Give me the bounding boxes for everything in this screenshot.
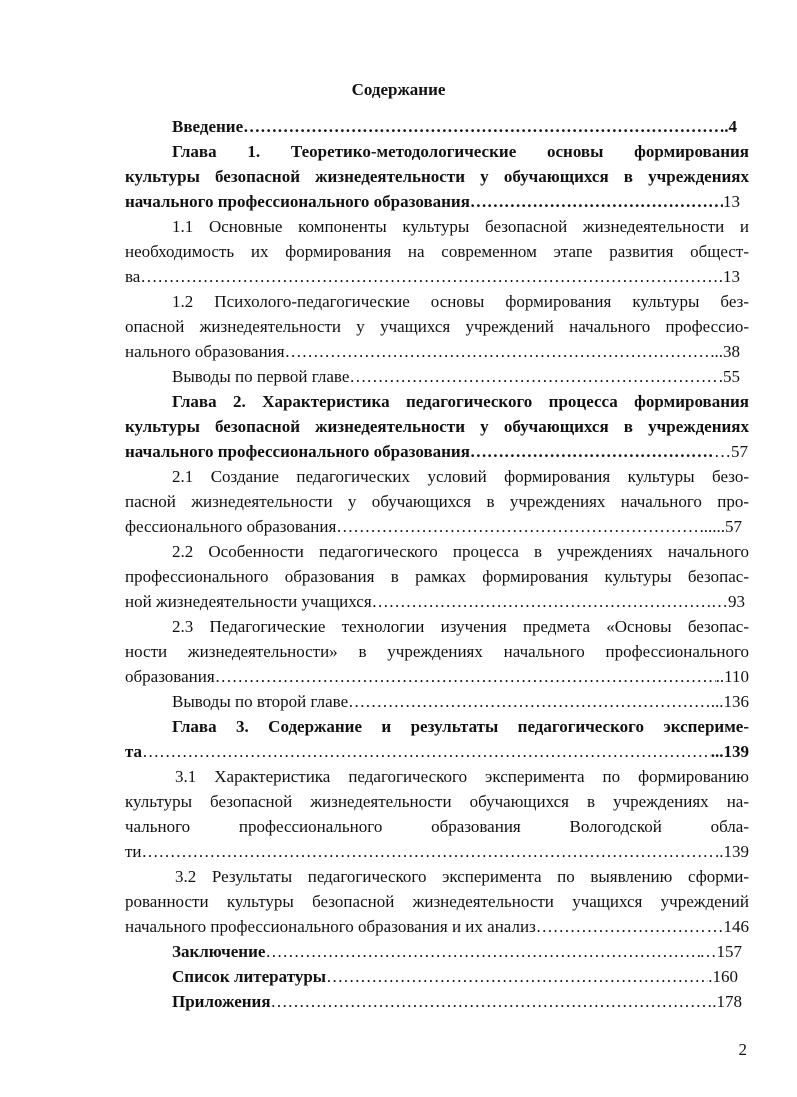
toc-chapter-1-line-1[interactable]: Глава 1. Теоретико-методологические основы формирования (172, 142, 749, 161)
toc-section-2-1-line-3[interactable] (125, 517, 742, 537)
toc-label: нального образования (125, 342, 285, 361)
toc-leader (536, 917, 707, 937)
toc-page: .....57 (703, 517, 742, 536)
toc-page: …146 (706, 917, 749, 936)
toc-section-3-2-line-2[interactable]: рованности культуры безопасной жизнедеятельности учащихся учреждений (125, 892, 749, 911)
toc-leader (142, 742, 711, 762)
toc-section-3-1-line-2[interactable]: культуры безопасной жизнедеятельности обучающихся в учреждениях на- (125, 792, 749, 811)
toc-section-2-3-line-1[interactable]: 2.3 Педагогические технологии изучения предмета «Основы безопас- (172, 617, 749, 636)
toc-page: …93 (711, 592, 745, 611)
toc-section-1-1-line-2[interactable]: необходимость их формирования на современном этапе развития общест- (125, 242, 749, 261)
toc-section-1-1-line-3[interactable] (125, 267, 740, 287)
toc-page: ..139 (715, 842, 749, 861)
toc-leader (336, 517, 703, 537)
toc-leader (326, 967, 708, 987)
page-number: 2 (738, 1040, 747, 1059)
toc-section-1-2-line-2[interactable]: опасной жизнедеятельности у учащихся учреждений начального профессио- (125, 317, 749, 336)
toc-leader (215, 667, 716, 687)
toc-section-2-2-line-1[interactable]: 2.2 Особенности педагогического процесса в учреждениях начального (172, 542, 749, 561)
toc-label: ва (125, 267, 141, 286)
toc-label: начального профессионального образования (125, 442, 470, 461)
toc-label: ти (125, 842, 142, 861)
toc-chapter-2-line-2[interactable]: культуры безопасной жизнедеятельности у обучающихся в учреждениях (125, 417, 749, 436)
toc-page: .13 (718, 267, 740, 286)
toc-section-2-3-line-2[interactable]: ности жизнедеятельности» в учреждениях начального профессионального (125, 642, 749, 661)
toc-section-3-1-line-4[interactable] (125, 842, 749, 862)
toc-section-1-2-line-1[interactable]: 1.2 Психолого-педагогические основы формирования культуры без- (172, 292, 749, 311)
toc-section-2-2-line-3[interactable] (125, 592, 745, 612)
toc-label: та (125, 742, 143, 761)
toc-label: Выводы по первой главе (172, 367, 350, 386)
toc-chapter-3-line-1[interactable]: Глава 3. Содержание и результаты педагогического экспериме- (172, 717, 749, 736)
toc-leader (349, 367, 718, 387)
toc-chapter-2-line-1[interactable]: Глава 2. Характеристика педагогического процесса формирования (172, 392, 749, 411)
toc-leader (285, 342, 715, 362)
toc-page: ...136 (710, 692, 749, 711)
toc-entry-references[interactable] (172, 967, 738, 987)
toc-section-2-1-line-1[interactable]: 2.1 Создание педагогических условий формирования культуры безо- (172, 467, 749, 486)
toc-leader (140, 267, 718, 287)
toc-page: ..38 (714, 342, 740, 361)
toc-label: образования (125, 667, 215, 686)
toc-page: …57 (714, 442, 748, 461)
toc-section-3-1-line-1[interactable]: 3.1 Характеристика педагогического эксперимента по формированию (175, 767, 749, 786)
toc-entry-conclusion[interactable] (172, 942, 742, 962)
toc-label: Список литературы (172, 967, 327, 986)
toc-entry-intro[interactable] (172, 117, 737, 137)
toc-page: .160 (708, 967, 738, 986)
toc-entry-conclusions-1[interactable] (172, 367, 740, 387)
toc-leader (470, 442, 714, 462)
toc-section-1-1-line-1[interactable]: 1.1 Основные компоненты культуры безопасной жизнедеятельности и (172, 217, 749, 236)
toc-page: .55 (718, 367, 740, 386)
toc-section-3-2-line-1[interactable]: 3.2 Результаты педагогического эксперимента по выявлению сформи- (175, 867, 749, 886)
toc-label: начального профессионального образования и их анализ (125, 917, 536, 936)
page-title: Содержание (351, 80, 446, 99)
toc-leader (243, 117, 720, 137)
toc-section-2-1-line-2[interactable]: пасной жизнедеятельности у обучающихся в учреждениях начального про- (125, 492, 749, 511)
toc-label: Выводы по второй главе (172, 692, 349, 711)
toc-chapter-3-line-2[interactable] (125, 742, 749, 762)
toc-label: Заключение (172, 942, 266, 961)
toc-page: .178 (712, 992, 742, 1011)
toc-section-2-2-line-2[interactable]: профессионального образования в рамках формирования культуры безопас- (125, 567, 749, 586)
toc-leader (348, 692, 711, 712)
toc-entry-conclusions-2[interactable] (172, 692, 749, 712)
toc-leader (372, 592, 711, 612)
toc-section-3-1-line-3[interactable]: чального профессионального образования Вологодской обла- (125, 817, 749, 836)
toc-leader (271, 992, 713, 1012)
toc-label: фессионального образования (125, 517, 337, 536)
toc-page: ..110 (715, 667, 749, 686)
toc-label: ной жизнедеятельности учащихся (125, 592, 372, 611)
toc-chapter-2-line-3[interactable] (125, 442, 748, 462)
toc-chapter-1-line-2[interactable]: культуры безопасной жизнедеятельности у обучающихся в учреждениях (125, 167, 749, 186)
toc-label: начального профессионального образования (125, 192, 470, 211)
toc-page: 13 (723, 192, 740, 211)
toc-label: Введение (172, 117, 244, 136)
toc-section-1-2-line-3[interactable] (125, 342, 740, 362)
toc-label: Приложения (172, 992, 271, 1011)
toc-section-2-3-line-3[interactable] (125, 667, 749, 687)
toc-page: ...139 (710, 742, 749, 761)
toc-page: ..4 (720, 117, 737, 136)
toc-entry-appendices[interactable] (172, 992, 742, 1012)
toc-leader (142, 842, 715, 862)
toc-section-3-2-line-3[interactable] (125, 917, 749, 937)
toc-leader (470, 192, 723, 212)
toc-chapter-1-line-3[interactable] (125, 192, 740, 212)
toc-leader (265, 942, 699, 962)
toc-page: …157 (699, 942, 742, 961)
